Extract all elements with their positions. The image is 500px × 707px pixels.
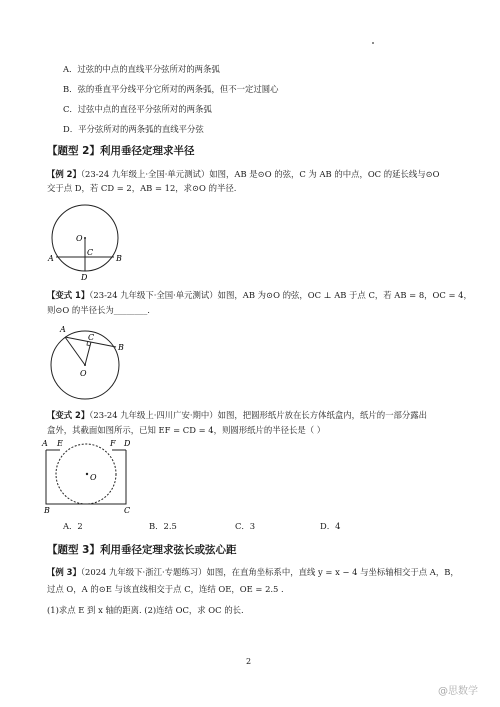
variant-1-line2: 则⊙O 的半径长为________. [47,305,150,315]
option-a: A．过弦的中点的直线平分弦所对的两条弧 [63,64,220,74]
option-d: D．平分弦所对的两条弧的直线平分弦 [63,124,204,134]
fig3-label-b: B [44,506,50,515]
topic-2-heading: 【题型 2】利用垂径定理求半径 [47,145,195,157]
fig3-label-o: O [90,473,97,482]
fig2-label-c: C [88,333,95,342]
example-3-line1: 【例 3】（2024 九年级下·浙江·专题练习）如图，在直角坐标系中，直线 y = x − 4 与坐标轴相交于点 A，B， [47,567,459,577]
fig1-label-d: D [81,273,88,282]
topic-3-heading: 【题型 3】利用垂径定理求弦长或弦心距 [47,544,237,556]
fig3-label-e: E [57,439,63,448]
example-2-figure [40,200,130,285]
fig1-label-c: C [87,248,94,257]
fig3-label-d: D [124,439,131,448]
watermark: @思数学 [438,686,478,697]
variant-2-line1: 【变式 2】（23-24 九年级上·四川广安·期中）如图，把圆形纸片放在长方体纸盒内，纸片的一部分露出 [47,410,428,420]
option-b: B．弦的垂直平分线平分它所对的两条弧，但不一定过圆心 [63,84,279,94]
variant-1-figure [40,320,130,405]
variant-2-figure [40,436,140,516]
fig2-label-a: A [60,325,66,334]
example-2-line1: 【例 2】（23-24 九年级上·全国·单元测试）如图，AB 是⊙O 的弦，C 为 AB 的中点，OC 的延长线与⊙O [47,169,440,179]
fig1-label-b: B [116,254,122,263]
fig3-label-c: C [124,506,131,515]
variant-1-line1: 【变式 1】（23-24 九年级下·全国·单元测试）如图，AB 为⊙O 的弦，OC ⊥ AB 于点 C，若 AB = 8，OC = 4， [47,290,472,300]
option-c: C．过弦中点的直径平分弦所对的两条弧 [63,104,212,114]
fig2-label-o: O [80,369,87,378]
fig1-label-o: O [76,234,83,243]
choice-d: D．4 [320,521,341,531]
fig2-label-b: B [118,343,124,352]
fig1-label-a: A [48,254,54,263]
page-number: 2 [246,657,252,666]
choice-c: C．3 [235,521,256,531]
scan-speck [372,42,374,44]
choice-a: A．2 [63,521,83,531]
fig3-label-f: F [110,439,116,448]
choice-b: B．2.5 [149,521,177,531]
example-2-line2: 交于点 D，若 CD = 2，AB = 12，求⊙O 的半径. [47,183,237,193]
fig3-label-a: A [42,439,48,448]
example-3-line2: 过点 O，A 的⊙E 与该直线相交于点 C，连结 OE，OE = 2.5 . [47,584,284,594]
example-3-line3: (1)求点 E 到 x 轴的距离. (2)连结 OC，求 OC 的长. [47,605,244,615]
variant-2-line2: 盒外，其截面如图所示，已知 EF = CD = 4，则圆形纸片的半径长是（ ） [47,425,326,435]
